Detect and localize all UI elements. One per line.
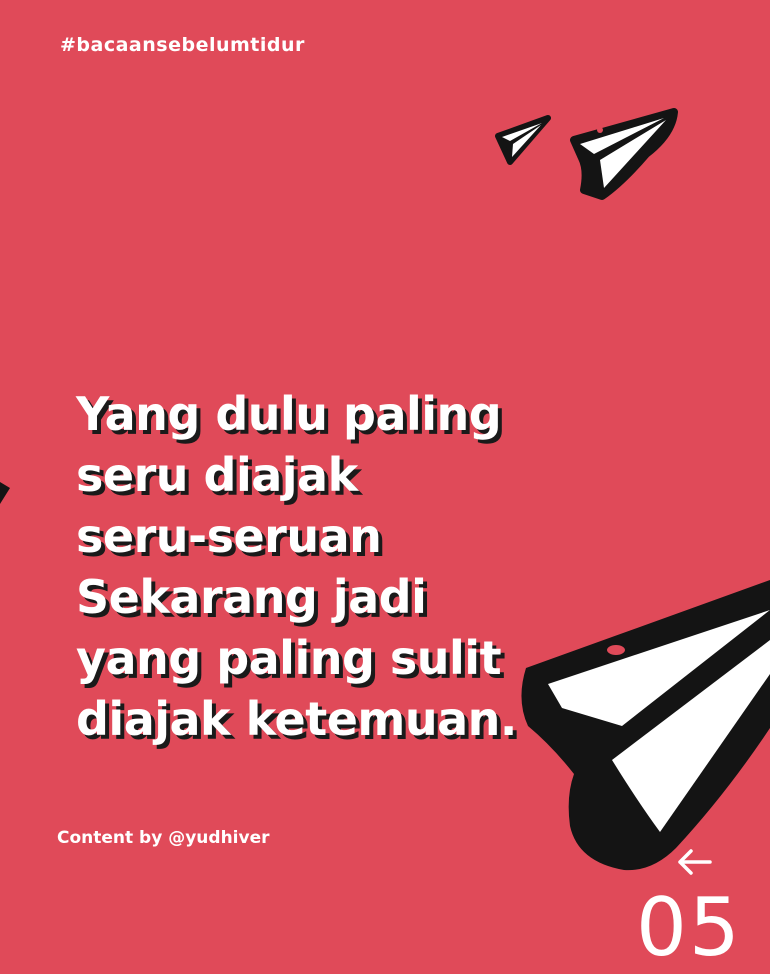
page-number: 05: [636, 881, 742, 974]
hashtag-label: #bacaansebelumtidur: [60, 34, 305, 56]
quote-line: yang paling sulit: [76, 631, 502, 685]
quote-line: seru diajak: [76, 448, 358, 502]
paper-plane-large-icon: [512, 576, 770, 874]
quote-text: [76, 384, 536, 750]
paper-plane-medium-icon: [562, 104, 684, 204]
arrow-left-icon[interactable]: [674, 846, 714, 878]
quote-line: Sekarang jadi: [76, 570, 427, 624]
paper-plane-small-icon: [492, 114, 554, 166]
quote-line: seru-seruan: [76, 509, 382, 563]
quote-line: Yang dulu paling: [76, 387, 502, 441]
quote-line: diajak ketemuan.: [76, 692, 517, 746]
edge-mark-icon: [0, 478, 12, 508]
content-credit: Content by @yudhiver: [57, 828, 270, 848]
